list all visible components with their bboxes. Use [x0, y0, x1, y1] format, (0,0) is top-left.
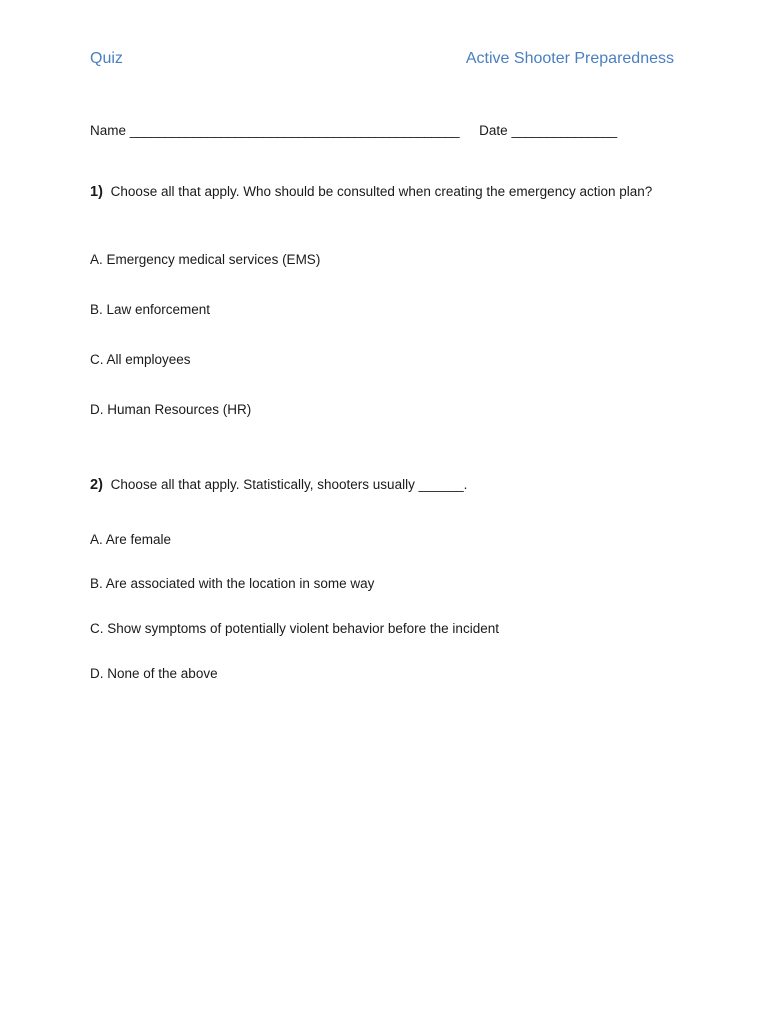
date-field[interactable] [479, 123, 616, 138]
question-text: Choose all that apply. Who should be consulted when creating the emergency action plan? [110, 184, 653, 199]
question-number: 2) [90, 477, 103, 493]
name-label: Name [90, 123, 127, 138]
question-2-option-a[interactable]: A. Are female [90, 532, 172, 547]
question-1-option-c[interactable]: C. All employees [90, 352, 191, 367]
question-2-option-b[interactable]: B. Are associated with the location in some way [90, 576, 375, 591]
question-2 [90, 477, 680, 493]
question-2-option-c[interactable]: C. Show symptoms of potentially violent behavior before the incident [90, 621, 499, 636]
question-1-option-d[interactable]: D. Human Resources (HR) [90, 402, 252, 417]
date-blank: _______________ [511, 123, 617, 138]
header-document-title: Active Shooter Preparedness [465, 50, 674, 67]
name-field[interactable] [90, 123, 459, 138]
question-2-option-d[interactable]: D. None of the above [90, 666, 218, 681]
question-text: Choose all that apply. Statistically, shooters usually ______. [110, 477, 468, 492]
header-quiz-title: Quiz [90, 50, 123, 67]
question-1-option-b[interactable]: B. Law enforcement [90, 302, 211, 317]
date-label: Date [479, 123, 508, 138]
question-number: 1) [90, 184, 103, 200]
question-1-option-a[interactable]: A. Emergency medical services (EMS) [90, 252, 321, 267]
name-date-row [90, 123, 674, 138]
question-1 [90, 184, 680, 200]
name-blank: _______________________________________________ [129, 123, 460, 138]
